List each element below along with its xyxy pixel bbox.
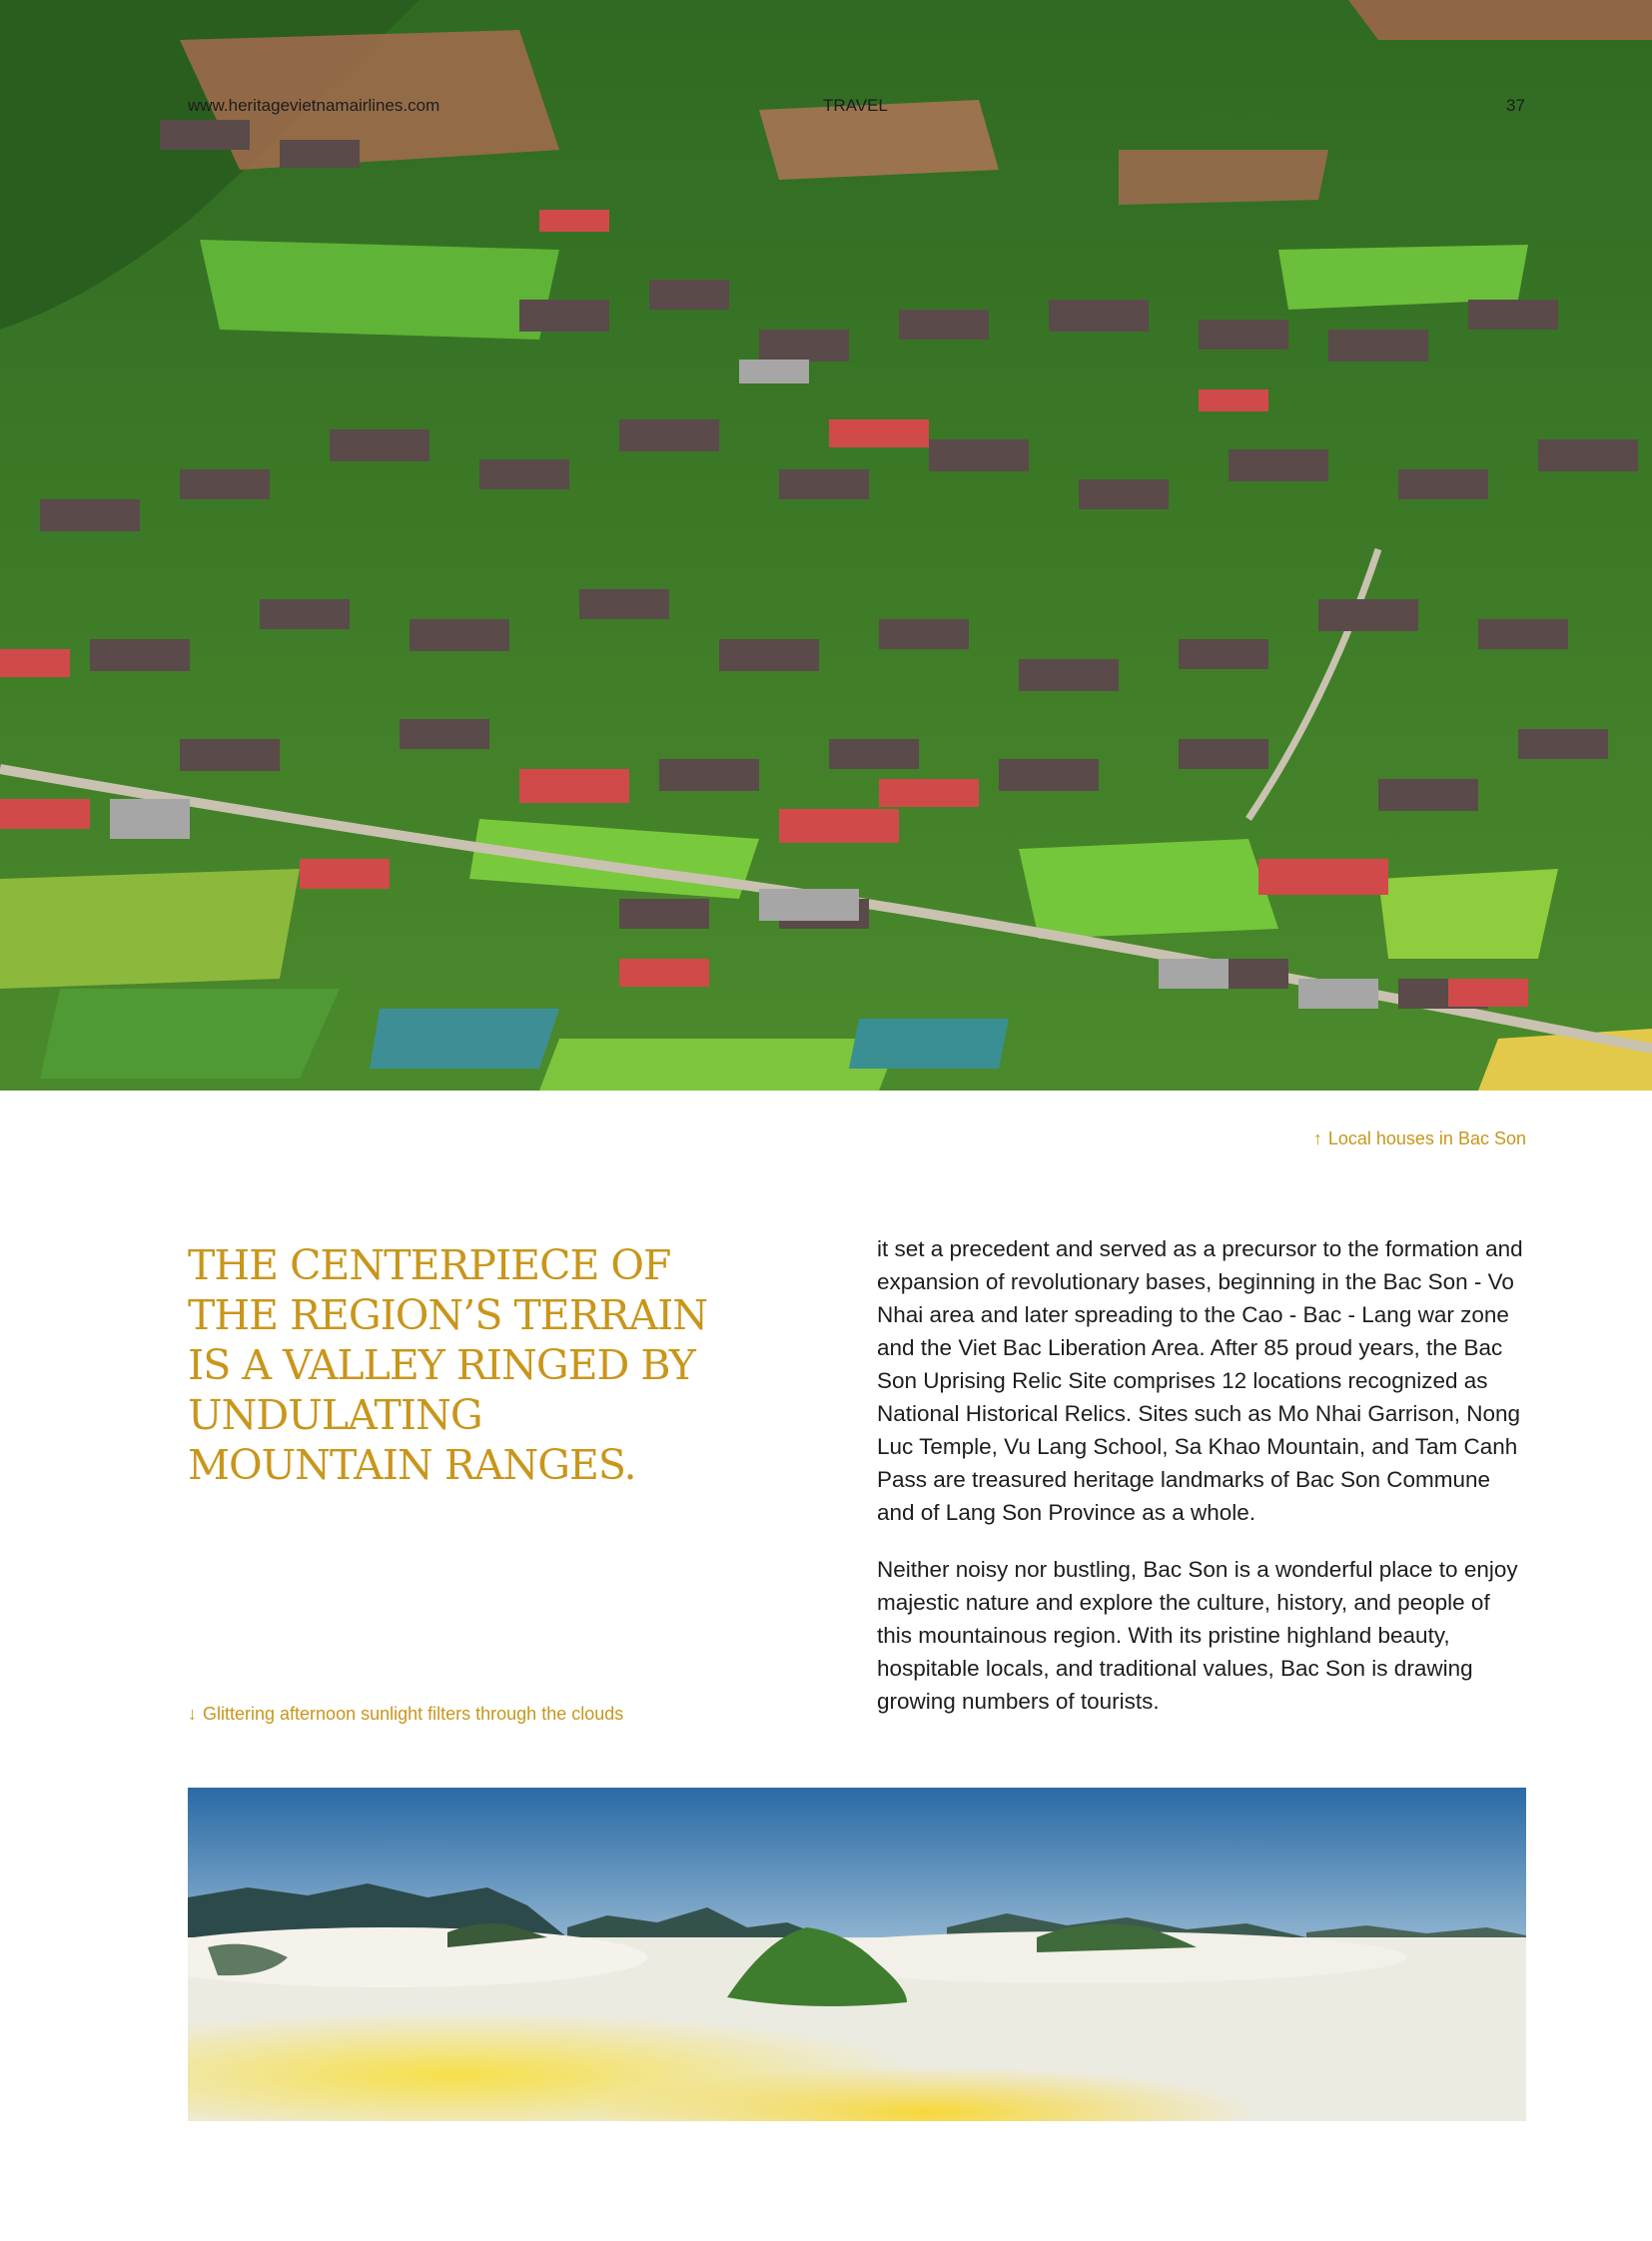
running-header [0, 96, 1652, 120]
header-section: TRAVEL [823, 96, 888, 115]
arrow-down-icon: ↓ [188, 1704, 197, 1724]
hero-photo [0, 0, 1652, 1091]
article-body [877, 1232, 1526, 1742]
caption-bottom [188, 1704, 623, 1725]
clouds-photo-illustration [188, 1788, 1526, 2121]
page-number: 37 [1506, 96, 1525, 115]
body-paragraph-1: it set a precedent and served as a precursor to the formation and expansion of revolutionary bases, beginning in the Bac Son - Vo Nhai area and later spreading to the Cao - Bac - Lang war zone and the Viet Bac Liberation Area. After 85 proud years, the Bac Son Uprising Relic Site comprises 12 locations recognized as National Historical Relics. Sites such as Mo Nhai Garrison, Nong Luc Temple, Vu Lang School, Sa Khao Mountain, and Tam Canh Pass are treasured heritage landmarks of Bac Son Commune and of Lang Son Province as a whole. [877, 1236, 1523, 1525]
village-photo-illustration [0, 0, 1652, 1091]
body-paragraph-2: Neither noisy nor bustling, Bac Son is a wonderful place to enjoy majestic nature and explore the culture, history, and people of this mountainous region. With its pristine highland beauty, hospitable locals, and traditional values, Bac Son is drawing growing numbers of tourists. [877, 1557, 1518, 1714]
header-url[interactable]: www.heritagevietnamairlines.com [188, 96, 440, 115]
clouds-photo [188, 1788, 1526, 2121]
arrow-up-icon: ↑ [1312, 1128, 1322, 1148]
caption-top [1313, 1128, 1526, 1149]
caption-bottom-text: Glittering afternoon sunlight filters through the clouds [203, 1704, 624, 1724]
caption-top-text: Local houses in Bac Son [1327, 1128, 1526, 1148]
pull-quote: THE CENTERPIECE OF THE REGION’S TERRAIN IS A VALLEY RINGED BY UNDULATING MOUNTAIN RANGES. [188, 1241, 708, 1489]
